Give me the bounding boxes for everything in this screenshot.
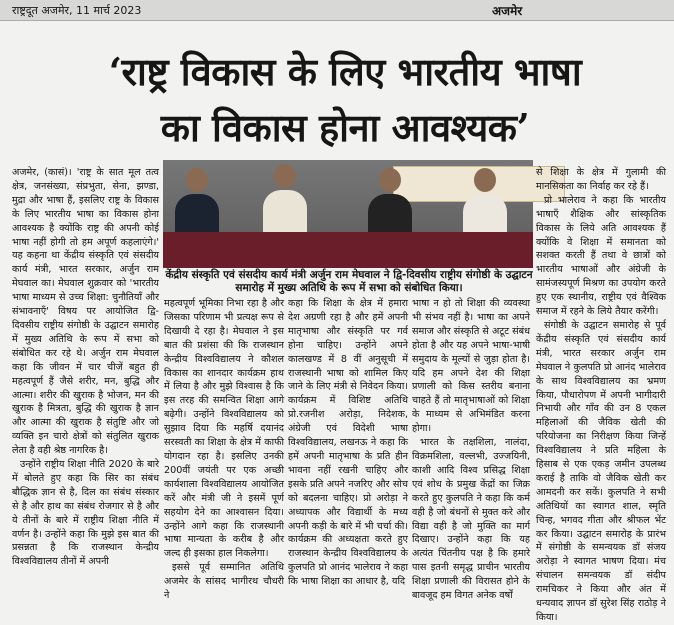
article-column-5: [536, 166, 666, 623]
article-column-3: [288, 297, 408, 588]
person-figure: [368, 168, 412, 238]
article-column-2: [164, 297, 284, 602]
person-figure: [463, 168, 507, 238]
event-photo: [163, 160, 533, 268]
photo-caption: केंद्रीय संस्कृति एवं संसदीय कार्य मंत्री अर्जुन राम मेघवाल ने द्वि-दिवसीय राष्ट्रीय संगोष्ठी के उद्घाटन समारोह में मुख्य अतिथि के रूप में सभा को संबोधित किया।: [165, 269, 533, 294]
headline: [30, 44, 660, 156]
masthead-city: अजमेर: [492, 4, 523, 18]
headline-line-2: का विकास होना आवश्यक’: [160, 105, 530, 150]
paragraph: इससे पूर्व सम्मानित अतिथि अजमेर के सांसद भागीरथ चौधरी ने: [164, 562, 284, 602]
paragraph: संगोष्ठी के उद्घाटन समारोह से पूर्व केंद्रीय संस्कृति एवं संसदीय कार्य मंत्री, भारत सरकार अर्जुन राम मेघवाल ने कुलपति प्रो आनंद भालेराव के साथ विश्वविद्यालय का भ्रमण किया, पौधारोपण में अपनी भागीदारी निभायी और गाँव की उन 8 एकल महिलाओं की जैविक खेती की परियोजना का निरीक्षण किया जिन्हें विश्वविद्यालय ने प्रति महिला के हिसाब से एक एकड़ जमीन उपलब्ध कराई है ताकि वो जैविक खेती कर आमदनी कर सकें। कुलपति ने सभी अतिथियों का स्वागत शाल, स्मृति चिन्ह, भगवद गीता और श्रीफल भेंट कर किया। उद्घाटन समारोह के प्रारंभ में संगोष्ठी के समन्वयक डॉ संजय अरोड़ा ने स्वागत भाषण दिया। मंच संचालन समन्वयक डॉ संदीप रामचिकर ने किया और अंत में धन्यवाद ज्ञापन डॉ सुरेश सिंह राठोड़ ने किया।: [536, 319, 666, 623]
paragraph: भाषा न हो तो शिक्षा की व्यवस्था भी संभव नहीं है। भाषा का अपने समाज और संस्कृति से अटूट संबंध होता है और यह अपने भाषा-भाषी समुदाय के मूल्यों से जुड़ा होता है। यदि हम अपने देश की शिक्षा प्रणाली को किस स्तरीय बनाना चाहते हैं तो मातृभाषाओं को शिक्षा के माध्यम से अभिमंडित करना होगा।: [412, 298, 530, 435]
masthead: [0, 0, 674, 21]
table-cloth: [163, 232, 533, 268]
paragraph: प्रो भालेराव ने कहा कि भारतीय भाषाएँ शैक्षिक और सांस्कृतिक विकास के लिये अति आवश्यक हैं क्योंकि वे शिक्षा में समानता को सशक्त करती हैं तथा वे छात्रों को भारतीय भाषाओं और अंग्रेजी के सामंजस्यपूर्ण मिश्रण का उपयोग करते हुए एक स्थानीय, राष्ट्रीय एवं वैश्विक समाज में रहने के लिये तैयार करेंगी।: [536, 194, 666, 318]
paragraph: से शिक्षा के क्षेत्र में गुलामी की मानसिकता का निर्वाह कर रहे हैं।: [536, 167, 666, 192]
paragraph: अजमेर, (कासं)। 'राष्ट्र के सात मूल तत्व क्षेत्र, जनसंख्या, संप्रभुता, सेना, झण्डा, मुद्रा और भाषा हैं, इसलिए राष्ट्र के विकास के लिए भारतीय भाषा का विकास होना आवश्यक है क्योंकि राष्ट्र की अपनी कोई भाषा नहीं होगी तो हम अपूर्ण कहलाएंगे।' यह कहना था केंद्रीय संस्कृति एवं संसदीय कार्य मंत्री, भारत सरकार, अर्जुन राम मेघवाल का। मेघवाल शुक्रवार को 'भारतीय भाषा माध्यम से उच्च शिक्षा: चुनौतियाँ और संभावनाएँ' विषय पर आयोजित द्वि-दिवसीय राष्ट्रीय संगोष्ठी के उद्घाटन समारोह में मुख्य अतिथि के रूप में सभा को संबोधित कर रहे थे। अर्जुन राम मेघवाल कहा कि जीवन में चार चीजें बहुत ही महत्वपूर्ण हैं जैसे शरीर, मन, बुद्धि और आत्मा। शरीर की खुराक है भोजन, मन की खुराक है मित्रता, बुद्धि की खुराक है ज्ञान और आत्मा की खुराक है संतुष्टि और जो व्यक्ति इन चारो क्षेत्रों को संतुलित खुराक लेता है वही श्रेष्ठ नागरिक है।: [12, 167, 159, 457]
paragraph: भारत के तक्षशिला, नालंदा, विक्रमशिला, वल्लभी, उज्जयिनी, काशी आदि विश्व प्रसिद्ध शिक्षा एवं शोध के प्रमुख केंद्रों का जिक्र करते हुए कुलपति ने कहा कि कर्म वही है जो बंधनों से मुक्त करे और विद्या वही है जो मुक्ति का मार्ग दिखाए। उन्होंने कहा कि यह अत्यंत चिंतनीय पक्ष है कि हमारे पास इतनी समृद्ध प्राचीन भारतीय शिक्षा प्रणाली की विरासत होने के बावजूद हम विगत अनेक वर्षों: [412, 437, 530, 602]
article-column-4: [412, 297, 530, 602]
masthead-date: राष्ट्रदूत अजमेर, 11 मार्च 2023: [12, 4, 142, 17]
headline-line-1: ‘राष्ट्र विकास के लिए भारतीय भाषा: [108, 49, 582, 94]
paragraph: कहा कि शिक्षा के क्षेत्र में हमारा देश अग्रणी रहा है और हमें अपनी मातृभाषा और संस्कृति पर गर्व होना चाहिए। उन्होंने अपने कालखण्ड में 8 वीं अनुसूची में राजस्थानी भाषा को शामिल किए जाने के लिए मंत्री से निवेदन किया। कार्यक्रम में विशिष्ट अतिथि प्रो.रजनीश अरोड़ा, निदेशक, अंग्रेजी एवं विदेशी भाषा विश्वविद्यालय, लखनऊ ने कहा कि हमें अपनी मातृभाषा के प्रति हीन भावना नहीं रखनी चाहिए और इसके प्रति अपने नजरिए और सोच को बदलना चाहिए। प्रो अरोड़ा ने अध्यापक और विद्यार्थी के मध्य अपनी कड़ी के बारे में भी चर्चा की। कार्यक्रम की अध्यक्षता करते हुए राजस्थान केन्द्रीय विश्वविद्यालय के कुलपति प्रो आनंद भालेराव ने कहा कि भाषा शिक्षा का आधार है, यदि: [288, 298, 408, 588]
article-column-1: [12, 166, 159, 566]
paragraph: महत्वपूर्ण भूमिका निभा रहा है और जिसका परिणाम भी प्रत्यक्ष रूप से दिखायी दे रहा है। मेघवाल ने इस बात की प्रशंसा की कि राजस्थान केन्द्रीय विश्वविद्यालय ने कौशल विकास का शानदार कार्यक्रम हाथ में लिया है और मुझे विश्वास है कि इस तरह की समन्वित शिक्षा आगे बढ़ेगी। उन्होंने विश्वविद्यालय को सुझाव दिया कि महर्षि दयानंद सरस्वती का शिक्षा के क्षेत्र में काफी योगदान रहा है। इसलिए उनकी 200वीं जयंती पर एक अच्छी कार्यशाला विश्वविद्यालय आयोजित करें और मंत्री जी ने इसमें पूर्ण सहयोग देने का आश्वासन दिया। उन्होंने आगे कहा कि राजस्थानी भाषा मान्यता के करीब है और जल्द ही इसका हाल निकलेगा।: [164, 298, 284, 560]
person-figure: [263, 164, 307, 234]
person-figure: [175, 168, 219, 238]
paragraph: उन्होंने राष्ट्रीय शिक्षा नीति 2020 के बारे में बोलते हुए कहा कि सिर का संबंध बौद्धिक ज्ञान से है, दिल का संबंध संस्कार से है और हाथ का संबंध रोजगार से है और ये तीनों के बारे में राष्ट्रीय शिक्षा नीति में वर्णन है। उन्होंने कहा कि मुझे इस बात की प्रसन्नता है कि राजस्थान केन्द्रीय विश्वविद्यालय तीनों में अपनी: [12, 459, 159, 568]
